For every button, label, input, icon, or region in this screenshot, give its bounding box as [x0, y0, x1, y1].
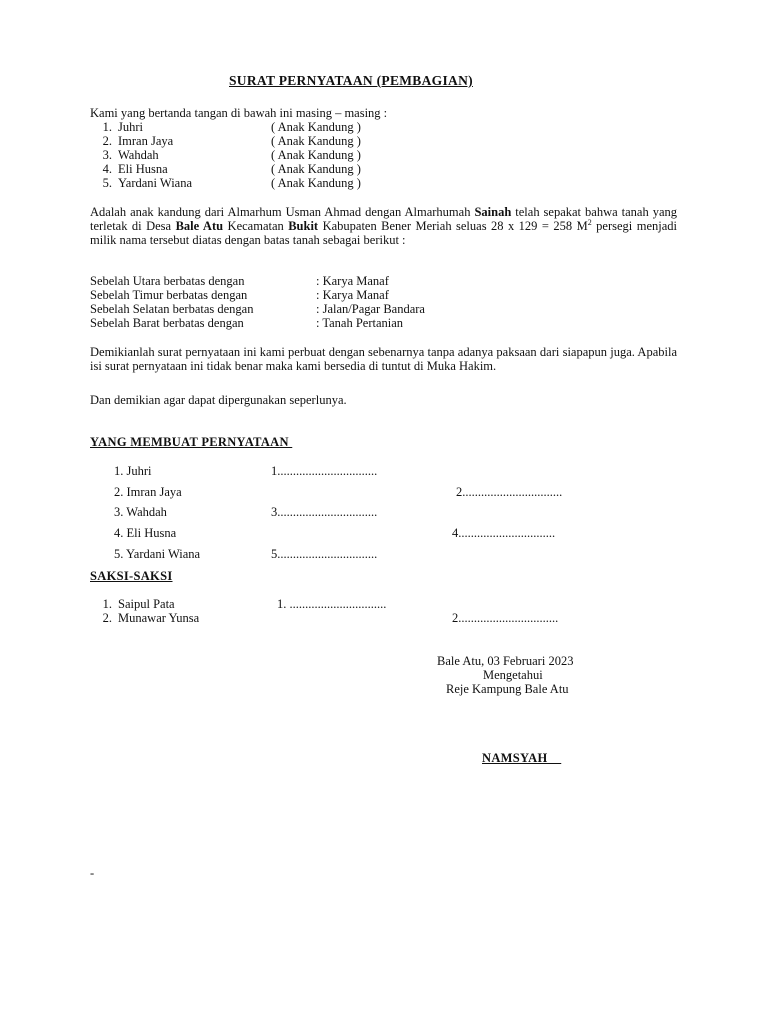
heir-number: 1. — [102, 120, 112, 134]
border-label: Sebelah Selatan berbatas dengan — [90, 302, 254, 316]
heir-number: 4. — [102, 162, 112, 176]
heir-item — [90, 134, 173, 148]
heir-name: Imran Jaya — [118, 134, 174, 148]
heir-name: Wahdah — [118, 148, 159, 162]
signature-line: 5................................ — [271, 547, 378, 561]
deceased-mother-name: Sainah — [474, 205, 512, 219]
heir-name: Eli Husna — [118, 162, 168, 176]
heir-name: Yardani Wiana — [118, 176, 193, 190]
signer-name: 2. Imran Jaya — [114, 485, 182, 499]
statement-paragraph — [90, 205, 677, 247]
heir-relation: ( Anak Kandung ) — [271, 134, 361, 148]
intro-text: Kami yang bertanda tangan di bawah ini masing – masing : — [90, 106, 388, 120]
heir-item — [90, 176, 192, 190]
border-value: : Karya Manaf — [316, 288, 389, 302]
area-superscript: 2 — [587, 217, 592, 227]
border-value: : Jalan/Pagar Bandara — [316, 302, 425, 316]
heir-item — [90, 162, 168, 176]
acknowledged-label: Mengetahui — [483, 668, 543, 682]
paragraph-text: Adalah anak kandung dari Almarhum Usman Ahmad dengan Almarhumah — [90, 205, 475, 219]
witness-number: 2. — [102, 611, 112, 625]
heir-relation: ( Anak Kandung ) — [271, 148, 361, 162]
signature-line: 4............................... — [452, 526, 556, 540]
signer-name: 5. Yardani Wiana — [114, 547, 201, 561]
heir-number: 5. — [102, 176, 112, 190]
signature-line: 2................................ — [456, 485, 563, 499]
signer-name: 4. Eli Husna — [114, 526, 177, 540]
document-title: SURAT PERNYATAAN (PEMBAGIAN) — [229, 73, 473, 88]
border-label: Sebelah Timur berbatas dengan — [90, 288, 248, 302]
signer-name: 3. Wahdah — [114, 505, 167, 519]
border-value: : Tanah Pertanian — [316, 316, 404, 330]
witness-item — [90, 597, 175, 611]
heir-number: 3. — [102, 148, 112, 162]
witness-number: 1. — [102, 597, 112, 611]
heir-item — [90, 120, 143, 134]
paragraph-text: Kabupaten Bener Meriah seluas 28 x 129 = 258 M — [318, 219, 588, 233]
heir-relation: ( Anak Kandung ) — [271, 120, 361, 134]
place-date: Bale Atu, 03 Februari 2023 — [437, 654, 574, 668]
signature-line: 2................................ — [452, 611, 559, 625]
signature-line: 3................................ — [271, 505, 378, 519]
heir-relation: ( Anak Kandung ) — [271, 176, 361, 190]
paragraph-text: Kecamatan — [223, 219, 289, 233]
witness-item — [90, 611, 199, 625]
witness-name: Saipul Pata — [118, 597, 175, 611]
purpose-sentence: Dan demikian agar dapat dipergunakan seperlunya. — [90, 393, 347, 407]
footer-mark: - — [90, 866, 95, 880]
border-value: : Karya Manaf — [316, 274, 389, 288]
signer-name: 1. Juhri — [114, 464, 152, 478]
paragraph-text: persegi menjadi milik nama tersebut diatas dengan batas tanah sebagai berikut : — [90, 219, 677, 247]
closing-paragraph: Demikianlah surat pernyataan ini kami perbuat dengan sebenarnya tanpa adanya paksaan dari siapapun juga. Apabila isi surat pernyataan ini tidak benar maka kami bersedia di tuntut di Muka Hakim. — [90, 345, 677, 373]
village-name: Bale Atu — [175, 219, 224, 233]
heir-relation: ( Anak Kandung ) — [271, 162, 361, 176]
border-label: Sebelah Utara berbatas dengan — [90, 274, 245, 288]
signers-heading: YANG MEMBUAT PERNYATAAN — [90, 435, 293, 449]
paragraph-text: telah sepakat bahwa tanah yang terletak di Desa — [90, 205, 677, 233]
district-name: Bukit — [288, 219, 319, 233]
signature-line: 1................................ — [271, 464, 378, 478]
border-label: Sebelah Barat berbatas dengan — [90, 316, 244, 330]
signature-line: 1. ............................... — [277, 597, 387, 611]
official-title: Reje Kampung Bale Atu — [446, 682, 569, 696]
official-name: NAMSYAH — [482, 751, 562, 765]
heir-number: 2. — [102, 134, 112, 148]
heir-name: Juhri — [118, 120, 143, 134]
witness-heading: SAKSI-SAKSI — [90, 569, 173, 583]
witness-name: Munawar Yunsa — [118, 611, 200, 625]
heir-item — [90, 148, 159, 162]
